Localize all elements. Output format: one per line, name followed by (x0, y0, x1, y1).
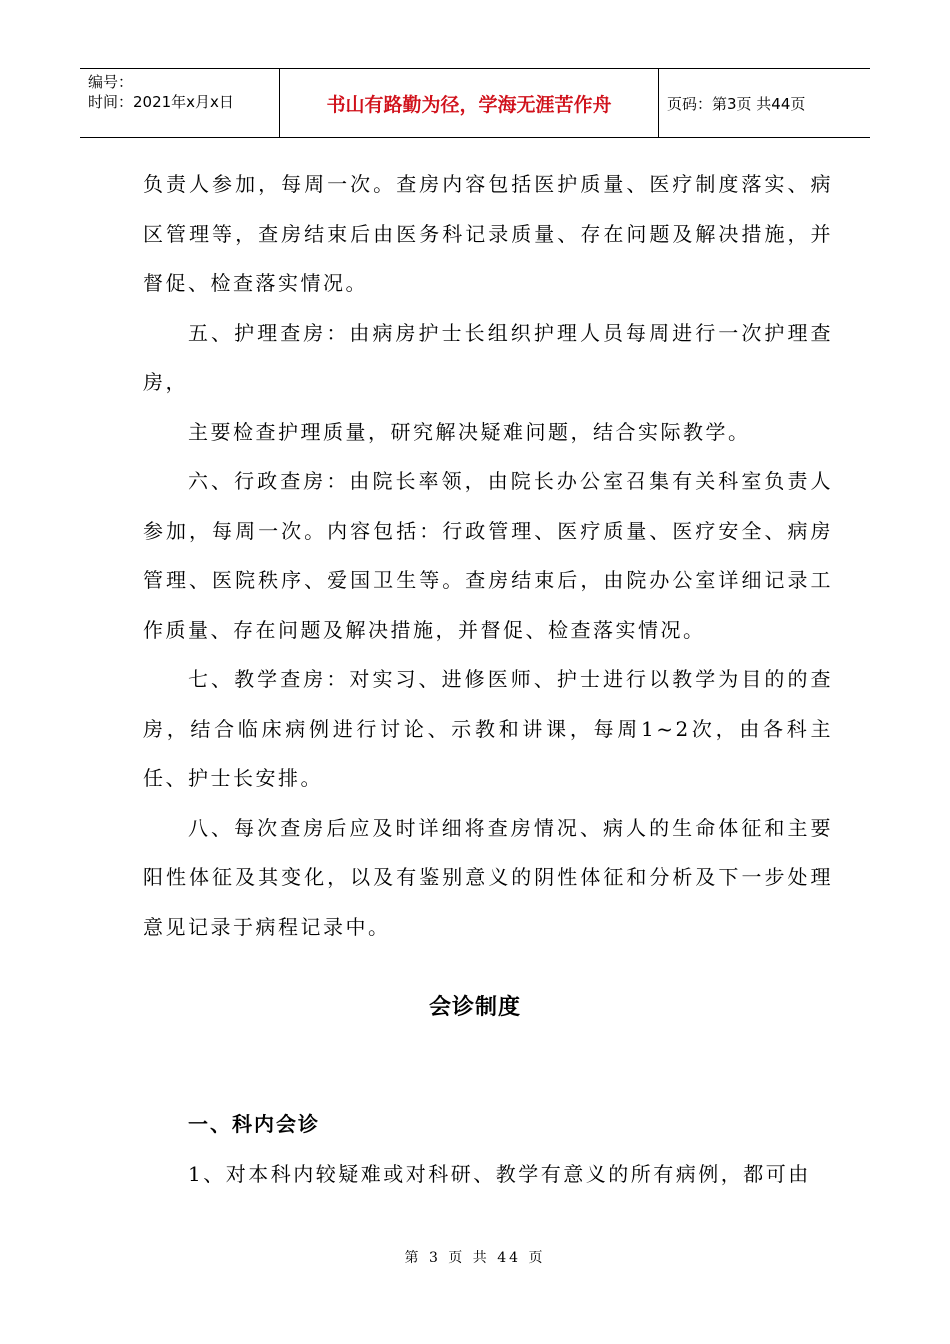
header-meta (80, 69, 280, 137)
header-page-info: 页码：第3页 共44页 (667, 94, 806, 113)
paragraph-nursing-detail: 主要检查护理质量，研究解决疑难问题，结合实际教学。 (188, 419, 751, 444)
section-title: 会诊制度 (428, 995, 521, 1020)
paragraph-1: 负责人参加，每周一次。查房内容包括医护质量、医疗制度落实、病区管理等，查房结束后由医务科记录质量、存在问题及解决措施，并督促、检查落实情况。 (143, 172, 833, 295)
paragraph-consultation-1: 1、对本科内较疑难或对科研、教学有意义的所有病例，都可由 (188, 1162, 811, 1186)
header-motto: 书山有路勤为径，学海无涯苦作舟 (280, 69, 659, 137)
paragraph-admin-rounds: 六、行政查房：由院长率领，由院长办公室召集有关科室负责人参加，每周一次。内容包括：行政管理、医疗质量、医疗安全、病房管理、医院秩序、爱国卫生等。查房结束后，由院办公室详细记录工作质量、存在问题及解决措施，并督促、检查落实情况。 (143, 469, 833, 642)
paragraph-teaching-rounds: 七、教学查房：对实习、进修医师、护士进行以教学为目的的查房，结合临床病例进行讨论、示教和讲课，每周1~2次，由各科主任、护士长安排。 (143, 667, 833, 790)
page-header (80, 68, 870, 138)
paragraph-nursing-rounds: 五、护理查房：由病房护士长组织护理人员每周进行一次护理查房， (143, 320, 833, 394)
body-text (143, 160, 833, 952)
page-footer: 第 3 页 共 44 页 (404, 1250, 546, 1266)
time-label: 时间：2021年x月x日 (88, 93, 234, 111)
number-label: 编号： (88, 73, 134, 91)
subsection-title: 一、科内会诊 (188, 1112, 320, 1136)
paragraph-records: 八、每次查房后应及时详细将查房情况、病人的生命体征和主要阳性体征及其变化，以及有鉴别意义的阴性体征和分析及下一步处理意见记录于病程记录中。 (143, 815, 833, 939)
